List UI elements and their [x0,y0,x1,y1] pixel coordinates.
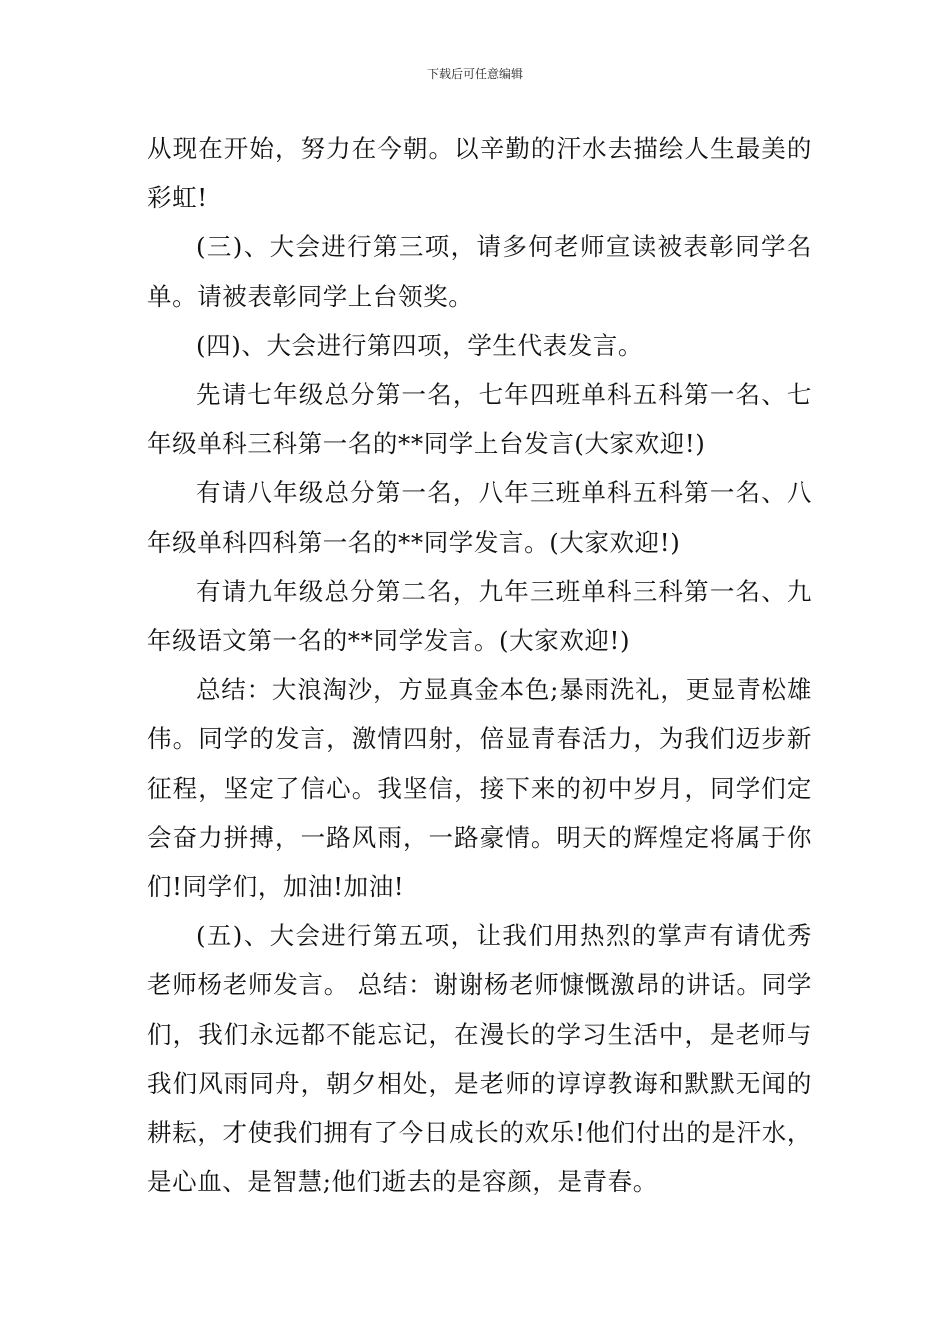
paragraph-7: 总结：大浪淘沙，方显真金本色;暴雨洗礼，更显青松雄伟。同学的发言，激情四射，倍显青春活力，为我们迈步新征程，坚定了信心。我坚信，接下来的初中岁月，同学们定会奋力拼搏，一路风雨，一路豪情。明天的辉煌定将属于你们!同学们，加油!加油! [147,675,812,902]
paragraph-6: 有请九年级总分第二名，九年三班单科三科第一名、九年级语文第一名的**同学发言。(大家欢迎!) [147,576,812,656]
paragraph-4: 先请七年级总分第一名，七年四班单科五科第一名、七年级单科三科第一名的**同学上台发言(大家欢迎!) [147,380,812,459]
paragraph-5: 有请八年级总分第一名，八年三班单科五科第一名、八年级单科四科第一名的**同学发言。(大家欢迎!) [147,478,812,557]
paragraph-8: (五)、大会进行第五项，让我们用热烈的掌声有请优秀老师杨老师发言。 总结：谢谢杨老师慷慨激昂的讲话。同学们，我们永远都不能忘记，在漫长的学习生活中，是老师与我们风雨同舟，朝夕相处，是老师的谆谆教诲和默默无闻的耕耘，才使我们拥有了今日成长的欢乐!他们付出的是汗水，是心血、是智慧;他们逝去的是容颜，是青春。 [147,921,812,1197]
paragraph-1: 从现在开始，努力在今朝。以辛勤的汗水去描绘人生最美的彩虹! [147,134,812,213]
paragraph-3: (四)、大会进行第四项，学生代表发言。 [196,330,644,360]
page-header: 下载后可任意编辑 [426,67,523,81]
document-body [147,124,812,1206]
paragraph-2: (三)、大会进行第三项，请多何老师宣读被表彰同学名单。请被表彰同学上台领奖。 [147,232,812,311]
